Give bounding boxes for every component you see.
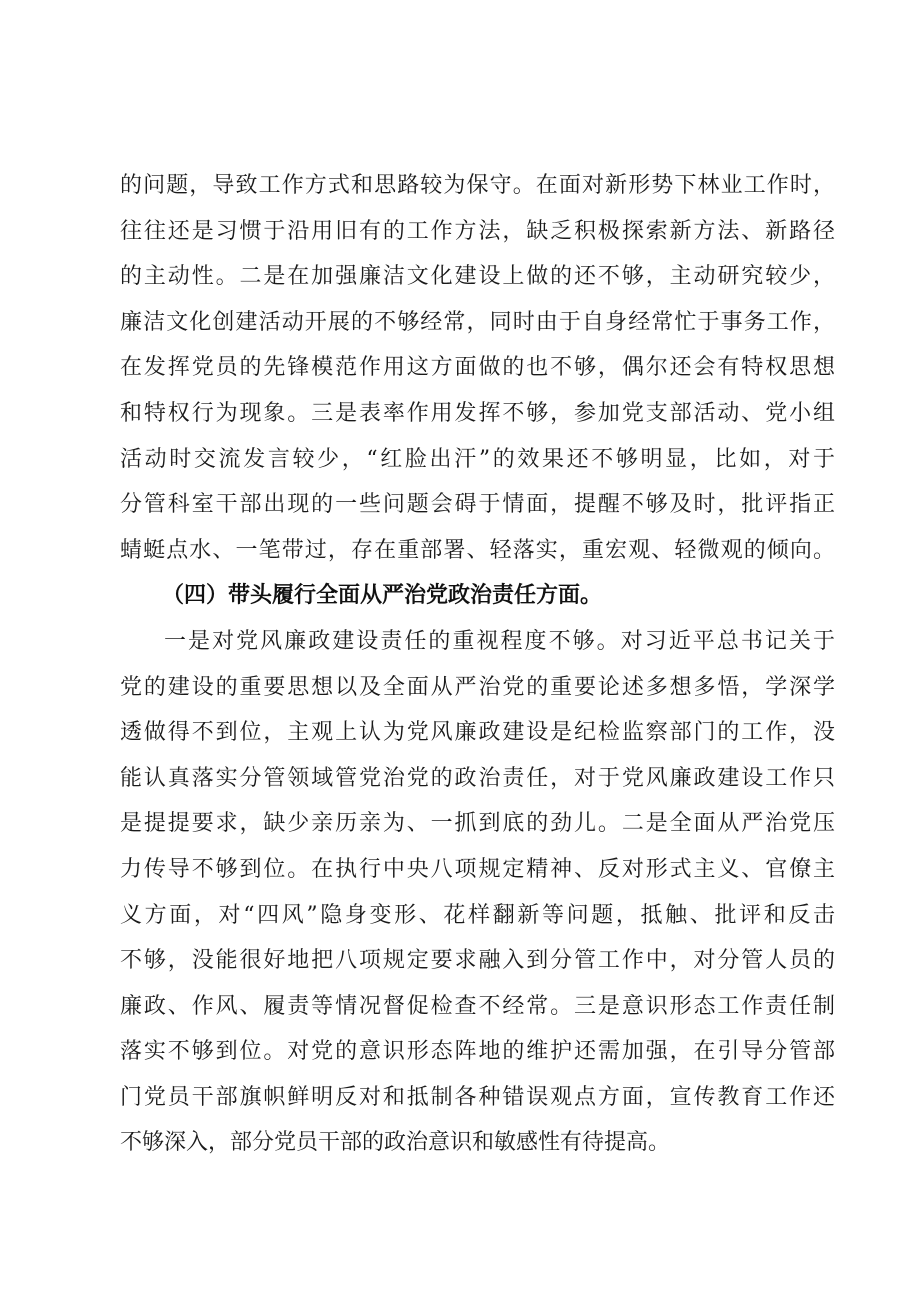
paragraph-line: 的主动性。二是在加强廉洁文化建设上做的还不够，主动研究较少， bbox=[120, 264, 835, 290]
paragraph-line: 廉政、作风、履责等情况督促检查不经常。三是意识形态工作责任制 bbox=[120, 993, 835, 1019]
paragraph-line: 不够深入，部分党员干部的政治意识和敏感性有待提高。 bbox=[120, 1130, 671, 1156]
paragraph-continuation bbox=[120, 163, 835, 573]
paragraph-line: 分管科室干部出现的一些问题会碍于情面，提醒不够及时，批评指正 bbox=[120, 492, 835, 518]
paragraph-line: 是提提要求，缺少亲历亲为、一抓到底的劲儿。二是全面从严治党压 bbox=[120, 811, 835, 837]
paragraph-line: 在发挥党员的先锋模范作用这方面做的也不够，偶尔还会有特权思想 bbox=[120, 355, 835, 381]
paragraph-line: 活动时交流发言较少，“红脸出汗”的效果还不够明显，比如，对于 bbox=[120, 446, 835, 472]
paragraph-line: 的问题，导致工作方式和思路较为保守。在面对新形势下林业工作时， bbox=[120, 173, 835, 198]
paragraph-line: 力传导不够到位。在执行中央八项规定精神、反对形式主义、官僚主 bbox=[120, 856, 835, 882]
document-body bbox=[120, 163, 835, 1166]
paragraph-line: 廉洁文化创建活动开展的不够经常，同时由于自身经常忙于事务工作， bbox=[120, 309, 835, 335]
paragraph-line: 不够，没能很好地把八项规定要求融入到分管工作中，对分管人员的 bbox=[120, 948, 835, 974]
paragraph-line: 透做得不到位，主观上认为党风廉政建设是纪检监察部门的工作，没 bbox=[120, 720, 835, 746]
paragraph-line: 蜻蜓点水、一笔带过，存在重部署、轻落实，重宏观、轻微观的倾向。 bbox=[120, 537, 835, 563]
paragraph-line: 门党员干部旗帜鲜明反对和抵制各种错误观点方面，宣传教育工作还 bbox=[120, 1084, 835, 1110]
paragraph-line: 往往还是习惯于沿用旧有的工作方法，缺乏积极探索新方法、新路径 bbox=[120, 218, 835, 244]
section-heading: （四）带头履行全面从严治党政治责任方面。 bbox=[162, 583, 603, 609]
paragraph-line: 落实不够到位。对党的意识形态阵地的维护还需加强，在引导分管部 bbox=[120, 1039, 835, 1065]
paragraph-line: 义方面，对“四风”隐身变形、花样翻新等问题，抵触、批评和反击 bbox=[120, 902, 835, 928]
paragraph-line: 能认真落实分管领域管党治党的政治责任，对于党风廉政建设工作只 bbox=[120, 765, 835, 791]
paragraph-section-four bbox=[120, 619, 835, 1166]
paragraph-line: 和特权行为现象。三是表率作用发挥不够，参加党支部活动、党小组 bbox=[120, 400, 835, 426]
paragraph-line: 一是对党风廉政建设责任的重视程度不够。对习近平总书记关于 bbox=[164, 628, 835, 654]
paragraph-line: 党的建设的重要思想以及全面从严治党的重要论述多想多悟，学深学 bbox=[120, 674, 835, 700]
